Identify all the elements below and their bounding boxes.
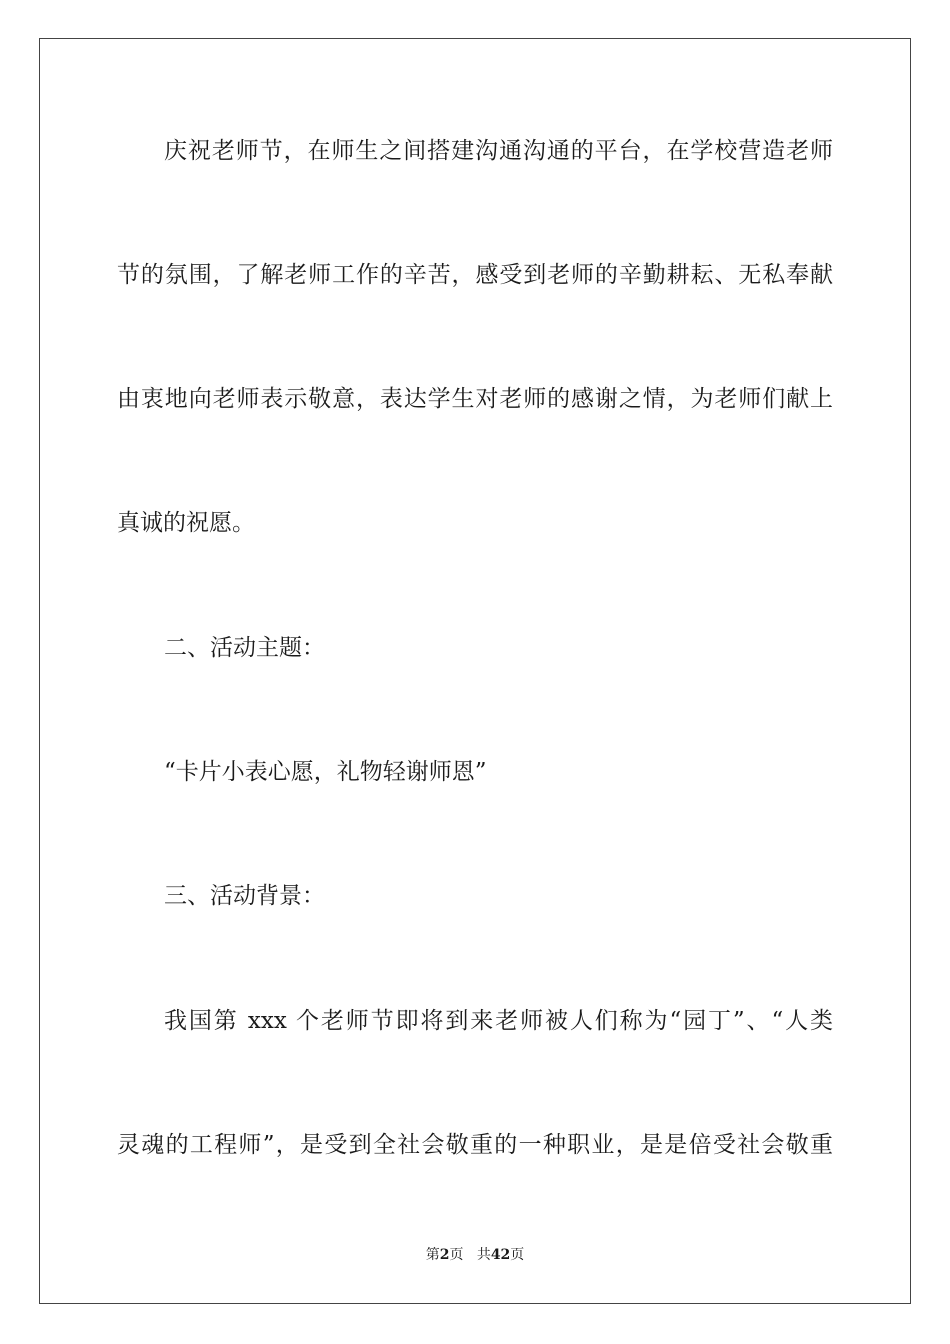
section-heading-background: 三、活动背景：	[164, 883, 325, 909]
footer-page-number: 2	[439, 1247, 450, 1263]
body-line-9: 灵魂的工程师”，是受到全社会敬重的一种职业，是是倍受社会敬重	[117, 1132, 833, 1158]
body-line-3: 由衷地向老师表示敬意，表达学生对老师的感谢之情，为老师们献上	[117, 386, 833, 412]
body-line-2: 节的氛围，了解老师工作的辛苦，感受到老师的辛勤耕耘、无私奉献	[117, 262, 833, 288]
body-line-8: 我国第 xxx 个老师节即将到来老师被人们称为“园丁”、“人类	[164, 1008, 833, 1034]
page-border	[39, 38, 911, 1304]
activity-theme-slogan: “卡片小表心愿，礼物轻谢师恩”	[164, 759, 487, 785]
footer-total-prefix: 共	[476, 1247, 491, 1263]
body-line-1: 庆祝老师节，在师生之间搭建沟通沟通的平台，在学校营造老师	[164, 138, 833, 164]
page-footer	[0, 1246, 950, 1264]
footer-total-pages: 42	[490, 1247, 511, 1263]
section-heading-theme: 二、活动主题：	[164, 635, 325, 661]
footer-page-suffix: 页	[449, 1247, 464, 1263]
footer-page-prefix: 第	[425, 1247, 440, 1263]
body-line-4: 真诚的祝愿。	[117, 510, 255, 536]
footer-total-suffix: 页	[510, 1247, 525, 1263]
